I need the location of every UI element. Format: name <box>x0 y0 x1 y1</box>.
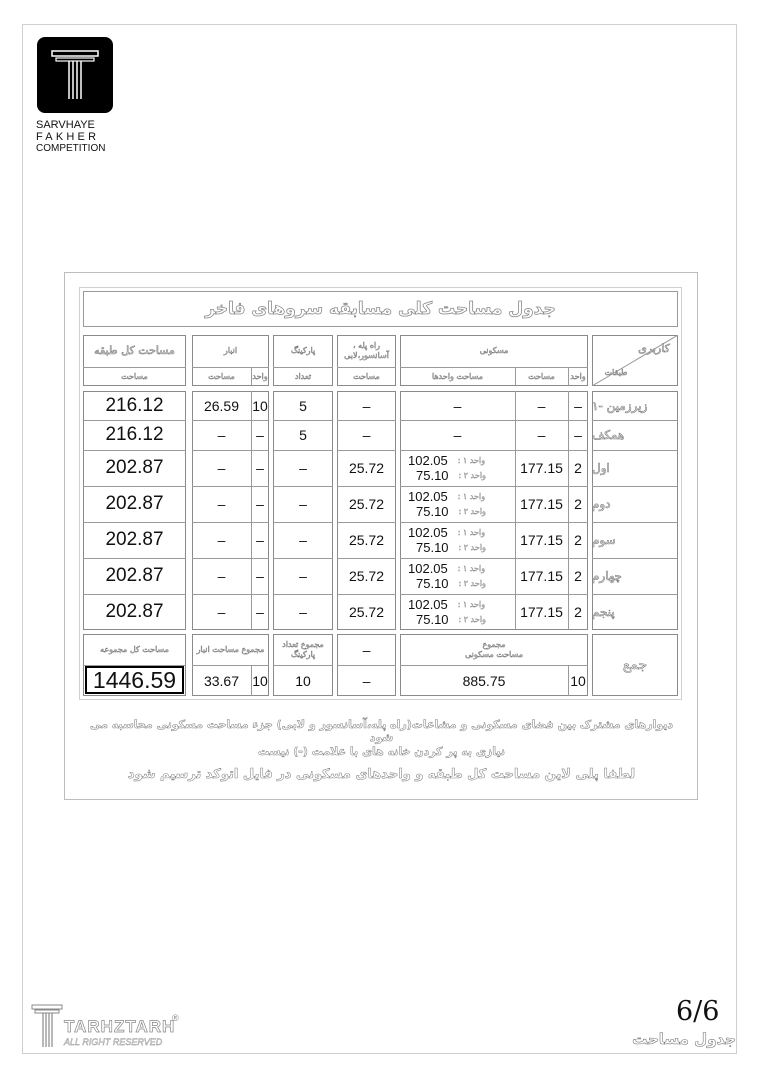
row-unit-1-label: واحد ۱ : <box>457 491 486 501</box>
header-res-units-area: مساحت واحدها <box>431 371 484 381</box>
row-res-unit-count: – <box>574 427 582 443</box>
summary-res-units: 10 <box>570 672 586 689</box>
summary-total-value: 1446.59 <box>92 667 177 693</box>
row-storage-area: 26.59 <box>203 397 240 414</box>
row-unit-1-label: واحد ۱ : <box>457 599 486 609</box>
row-storage-area: – <box>217 496 226 512</box>
row-total-area: 202.87 <box>105 565 164 586</box>
row-storage-area: – <box>217 532 226 548</box>
header-storage: انبار <box>223 346 238 355</box>
summary-storage-area: 33.67 <box>203 672 240 689</box>
row-unit-1-area: 102.05 <box>408 596 448 612</box>
row-res-unit-count: 2 <box>574 496 582 512</box>
row-res-unit-count: – <box>574 397 582 414</box>
footer-brand: TARHZTARH <box>64 1017 176 1036</box>
row-unit-2 <box>402 576 512 590</box>
summary-stair-header: – <box>362 641 371 658</box>
row-total-area: 216.12 <box>105 424 164 445</box>
row-unit-1-area: 102.05 <box>408 560 448 576</box>
header-floors: طبقات <box>604 368 628 377</box>
header-stair-elevator: راه پله ، آسانسور،لابی <box>344 341 389 360</box>
row-unit-1-area: 102.05 <box>408 488 448 504</box>
row-unit-2-area: 75.10 <box>416 611 449 627</box>
row-floor-name: همکف <box>592 428 625 442</box>
row-storage-area: – <box>217 568 226 584</box>
header-total-area-sub: مساحت <box>121 371 148 381</box>
header-parking-count: تعداد <box>294 371 312 381</box>
header-residential: مسکونی <box>479 346 509 355</box>
header-storage-area: مساحت <box>208 371 235 381</box>
row-storage-units: – <box>256 460 264 476</box>
header-usage: کاربری <box>638 342 670 355</box>
row-storage-units: – <box>256 496 264 512</box>
brand-name <box>36 119 126 155</box>
row-res-units-area: – <box>453 427 462 443</box>
row-storage-units: – <box>256 604 264 620</box>
summary-storage-units: 10 <box>252 672 268 689</box>
row-stair-area: 25.72 <box>348 568 385 584</box>
header-storage-unit: واحد <box>252 371 268 381</box>
row-unit-1-label: واحد ۱ : <box>457 527 486 537</box>
row-parking-count: – <box>299 460 307 476</box>
row-floor-name: چهارم <box>592 569 622 583</box>
row-res-area: 177.15 <box>520 532 563 548</box>
row-res-unit-count: 2 <box>574 460 582 476</box>
summary-parking-header: مجموع تعداد پارکینگ <box>282 639 324 659</box>
row-unit-2 <box>402 504 512 518</box>
row-unit-1-label: واحد ۱ : <box>457 455 486 465</box>
footer-rights: ALL RIGHT RESERVED <box>64 1037 163 1047</box>
row-unit-1 <box>402 525 512 539</box>
brand-line-1: SARVHAYE <box>36 119 95 131</box>
row-total-area: 202.87 <box>105 493 164 514</box>
row-parking-count: – <box>299 496 307 512</box>
row-storage-units: – <box>256 568 264 584</box>
row-parking-count: 5 <box>299 397 307 414</box>
row-stair-area: 25.72 <box>348 496 385 512</box>
header-total-floor-area: مساحت کل طبقه <box>94 344 175 357</box>
row-total-area: 202.87 <box>105 529 164 550</box>
row-unit-1-area: 102.05 <box>408 452 448 468</box>
column-t-icon <box>37 37 113 113</box>
table-title-box <box>83 291 678 327</box>
row-storage-area: – <box>217 604 226 620</box>
summary-parking-value: 10 <box>295 672 311 689</box>
header-parking: پارکینگ <box>290 346 316 355</box>
row-floor-name: دوم <box>592 497 611 511</box>
row-unit-2-label: واحد ۲ : <box>458 470 486 480</box>
row-unit-2-area: 75.10 <box>416 467 449 483</box>
row-res-area: – <box>537 397 546 414</box>
brand-logo <box>37 37 113 113</box>
summary-label: جمع <box>622 657 648 673</box>
summary-res-header-line2: مساحت مسکونی <box>464 649 524 659</box>
row-total-area: 216.12 <box>105 394 164 416</box>
row-unit-1 <box>402 489 512 503</box>
row-floor-name: اول <box>592 461 610 475</box>
row-stair-area: 25.72 <box>348 460 385 476</box>
row-stair-area: 25.72 <box>348 604 385 620</box>
summary-total-header: مساحت کل مجموعه <box>100 644 169 654</box>
page-caption: جدول مساحت <box>632 1030 736 1048</box>
row-storage-units: – <box>256 427 264 443</box>
footer-registered: ® <box>172 1013 179 1023</box>
row-stair-area: – <box>362 427 371 443</box>
row-unit-1-label: واحد ۱ : <box>457 563 486 573</box>
row-res-area: – <box>537 427 546 443</box>
header-stair-area: مساحت <box>353 371 380 381</box>
row-unit-2 <box>402 468 512 482</box>
summary-stair-value: – <box>362 672 371 689</box>
brand-line-3: COMPETITION <box>36 143 106 154</box>
note-1: دیوارهای مشترک بین فضای مسکونی و مشاعات(راه پله،آسانسور و لابی) جزء مساحت مسکونی محاسبه می شود <box>90 718 673 744</box>
row-storage-area: – <box>217 427 226 443</box>
row-unit-1 <box>402 597 512 611</box>
row-storage-area: – <box>217 460 226 476</box>
row-total-area: 202.87 <box>105 457 164 478</box>
row-total-area: 202.87 <box>105 601 164 622</box>
row-unit-2-area: 75.10 <box>416 539 449 555</box>
row-unit-2-label: واحد ۲ : <box>458 614 486 624</box>
row-unit-2-label: واحد ۲ : <box>458 542 486 552</box>
row-res-unit-count: 2 <box>574 532 582 548</box>
header-res-unit-count: واحد <box>570 371 586 381</box>
row-unit-2-label: واحد ۲ : <box>458 506 486 516</box>
row-floor-name: پنجم <box>592 605 615 619</box>
row-res-area: 177.15 <box>520 460 563 476</box>
row-res-units-area: – <box>453 397 462 414</box>
row-unit-2-area: 75.10 <box>416 503 449 519</box>
table-title: جدول مساحت کلی مسابقه سروهای فاخر <box>205 299 556 319</box>
row-unit-1 <box>402 561 512 575</box>
row-unit-1-area: 102.05 <box>408 524 448 540</box>
row-unit-2 <box>402 540 512 554</box>
row-unit-2-label: واحد ۲ : <box>458 578 486 588</box>
row-res-unit-count: 2 <box>574 568 582 584</box>
summary-res-area-total: 885.75 <box>462 672 506 689</box>
row-stair-area: 25.72 <box>348 532 385 548</box>
row-parking-count: – <box>299 604 307 620</box>
row-parking-count: 5 <box>299 427 307 443</box>
summary-storage-header: مجموع مساحت انبار <box>196 644 265 654</box>
brand-line-2: FAKHER <box>36 131 100 143</box>
row-unit-1 <box>402 453 512 467</box>
summary-res-header <box>400 634 588 665</box>
note-2: نیازی به پر کردن خانه های با علامت (-) نیست <box>257 745 506 758</box>
row-parking-count: – <box>299 532 307 548</box>
row-res-area: 177.15 <box>520 568 563 584</box>
row-res-unit-count: 2 <box>574 604 582 620</box>
row-storage-units: – <box>256 532 264 548</box>
row-floor-name: سوم <box>592 533 616 547</box>
header-res-area: مساحت <box>528 371 555 381</box>
row-res-area: 177.15 <box>520 604 563 620</box>
page-number: 6/6 <box>676 996 720 1027</box>
row-unit-2-area: 75.10 <box>416 575 449 591</box>
row-res-area: 177.15 <box>520 496 563 512</box>
summary-res-header-line1: مجموع <box>482 639 506 649</box>
row-floor-name: زیرزمین -۱ <box>592 398 648 413</box>
note-3: لطفا پلی لاین مساحت کل طبقه و واحدهای مسکونی در فایل اتوکد ترسیم شود <box>127 767 636 782</box>
row-storage-units: 10 <box>252 397 268 414</box>
row-parking-count: – <box>299 568 307 584</box>
row-stair-area: – <box>362 397 371 414</box>
row-unit-2 <box>402 612 512 626</box>
footer-logo <box>30 1003 190 1051</box>
